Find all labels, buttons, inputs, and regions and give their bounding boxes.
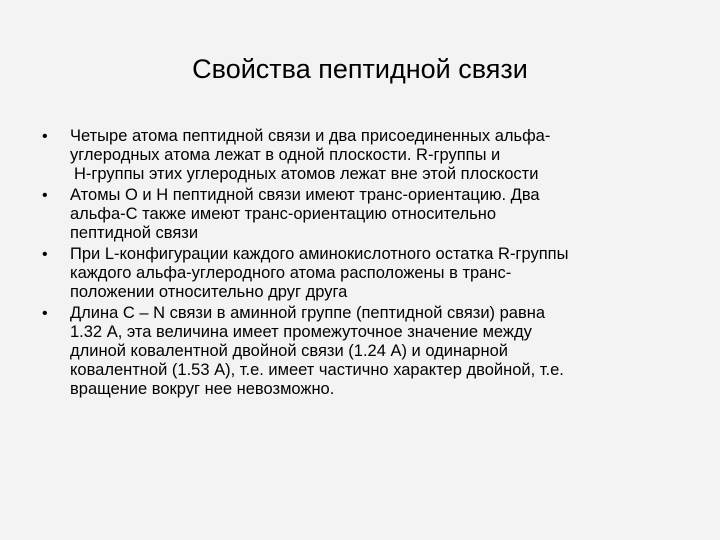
bullet-4-line-1: Длина С – N связи в аминной группе (пептидной связи) равна	[70, 304, 546, 322]
bullet-item-4	[42, 304, 692, 399]
slide-title: Свойства пептидной связи	[192, 54, 528, 84]
bullet-list	[42, 127, 692, 401]
bullet-4-line-5: вращение вокруг нее невозможно.	[70, 380, 335, 398]
bullet-1-line-2: углеродных атома лежат в одной плоскости. R-группы и	[70, 146, 501, 164]
bullet-4-line-4: ковалентной (1.53 А), т.е. имеет частично характер двойной, т.е.	[70, 361, 564, 379]
bullet-4-line-2: 1.32 А, эта величина имеет промежуточное значение между	[70, 323, 532, 341]
bullet-icon: •	[42, 128, 48, 145]
bullet-item-3	[42, 245, 692, 302]
bullet-icon: •	[42, 305, 48, 322]
bullet-3-line-3: положении относительно друг друга	[70, 283, 348, 301]
bullet-2-line-1: Атомы О и Н пептидной связи имеют транс-ориентацию. Два	[70, 186, 540, 204]
bullet-item-2	[42, 186, 692, 243]
bullet-3-line-2: каждого альфа-углеродного атома расположены в транс-	[70, 264, 512, 282]
bullet-item-1	[42, 127, 692, 184]
bullet-3-line-1: При L-конфигурации каждого аминокислотного остатка R-группы	[70, 245, 569, 263]
bullet-1-line-3: H-группы этих углеродных атомов лежат вне этой плоскости	[74, 165, 539, 183]
bullet-1-line-1: Четыре атома пептидной связи и два присоединенных альфа-	[70, 127, 551, 145]
bullet-2-line-2: альфа-С также имеют транс-ориентацию относительно	[70, 205, 497, 223]
bullet-2-line-3: пептидной связи	[70, 224, 199, 242]
bullet-icon: •	[42, 246, 48, 263]
bullet-4-line-3: длиной ковалентной двойной связи (1.24 А) и одинарной	[70, 342, 508, 360]
bullet-icon: •	[42, 187, 48, 204]
